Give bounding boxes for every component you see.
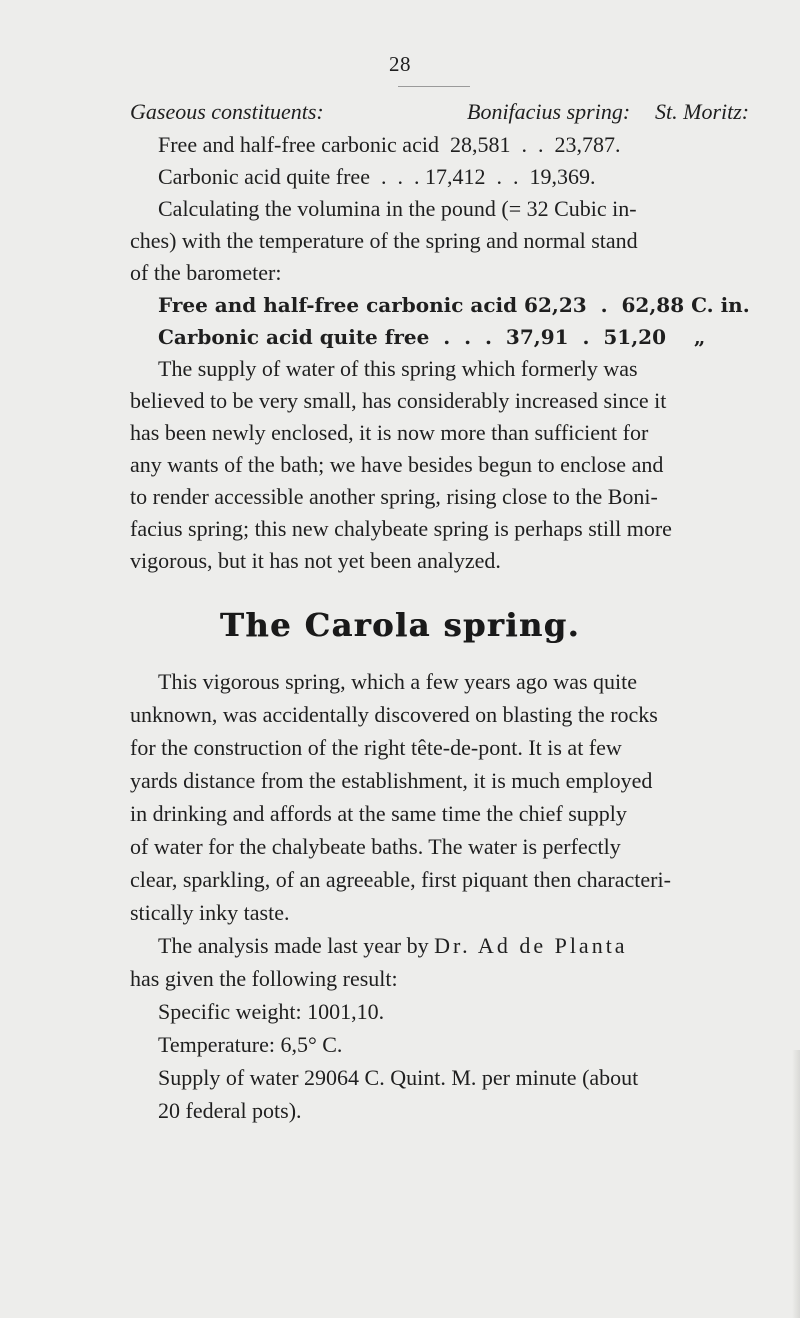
temperature: Temperature: 6,5° C. [158, 1032, 343, 1057]
table-head-st-moritz: St. Moritz: [655, 99, 750, 124]
analysis-intro-prefix: The analysis made last year by [158, 933, 435, 958]
page-edge-shadow [792, 1050, 800, 1318]
analysis-line: has given the following result: [130, 966, 398, 991]
bold-row-quite-free: Carbonic acid quite free . . . 37,91 . 51,20 „ [158, 325, 706, 349]
paragraph-line: has been newly enclosed, it is now more than sufficient for [130, 420, 649, 445]
paragraph-line: to render accessible another spring, rising close to the Boni- [130, 484, 658, 509]
header-rule [398, 86, 470, 87]
paragraph-line: The supply of water of this spring which formerly was [158, 356, 638, 381]
water-supply-cont: 20 federal pots). [158, 1098, 302, 1123]
paragraph-line: of water for the chalybeate baths. The water is perfectly [130, 834, 621, 859]
specific-weight: Specific weight: 1001,10. [158, 999, 385, 1024]
paragraph-line: in drinking and affords at the same time the chief supply [130, 801, 627, 826]
paragraph-line: of the barometer: [130, 260, 282, 285]
paragraph-line: for the construction of the right tête-de-pont. It is at few [130, 735, 622, 760]
paragraph-line: yards distance from the establishment, it is much employed [130, 768, 653, 793]
paragraph-line: believed to be very small, has considerably increased since it [130, 388, 667, 413]
page-number: 28 [389, 52, 411, 76]
paragraph-line: clear, sparkling, of an agreeable, first piquant then characteri- [130, 867, 671, 892]
paragraph-line: vigorous, but it has not yet been analyzed. [130, 548, 501, 573]
paragraph-line: facius spring; this new chalybeate spring is perhaps still more [130, 516, 672, 541]
analysis-intro [158, 931, 628, 961]
paragraph-line: stically inky taste. [130, 900, 290, 925]
paragraph-line: This vigorous spring, which a few years ago was quite [158, 669, 638, 694]
paragraph-line: ches) with the temperature of the spring and normal stand [130, 228, 638, 253]
paragraph-line: unknown, was accidentally discovered on blasting the rocks [130, 702, 658, 727]
table-row-quite-free: Carbonic acid quite free . . . 17,412 . . 19,369. [158, 164, 596, 189]
paragraph-line: Calculating the volumina in the pound (= 32 Cubic in- [158, 196, 637, 221]
bold-row-free-half-free: Free and half-free carbonic acid 62,23 . 62,88 C. in. [158, 293, 750, 317]
table-head-label: Gaseous constituents: [130, 99, 324, 124]
table-row-free-half-free: Free and half-free carbonic acid 28,581 . . 23,787. [158, 132, 621, 157]
table-head-bonifacius: Bonifacius spring: [467, 99, 631, 124]
water-supply: Supply of water 29064 C. Quint. M. per minute (about [158, 1065, 639, 1090]
analysis-author: Dr. Ad de Planta [434, 933, 628, 958]
paragraph-line: any wants of the bath; we have besides begun to enclose and [130, 452, 664, 477]
section-heading: The Carola spring. [219, 606, 581, 644]
